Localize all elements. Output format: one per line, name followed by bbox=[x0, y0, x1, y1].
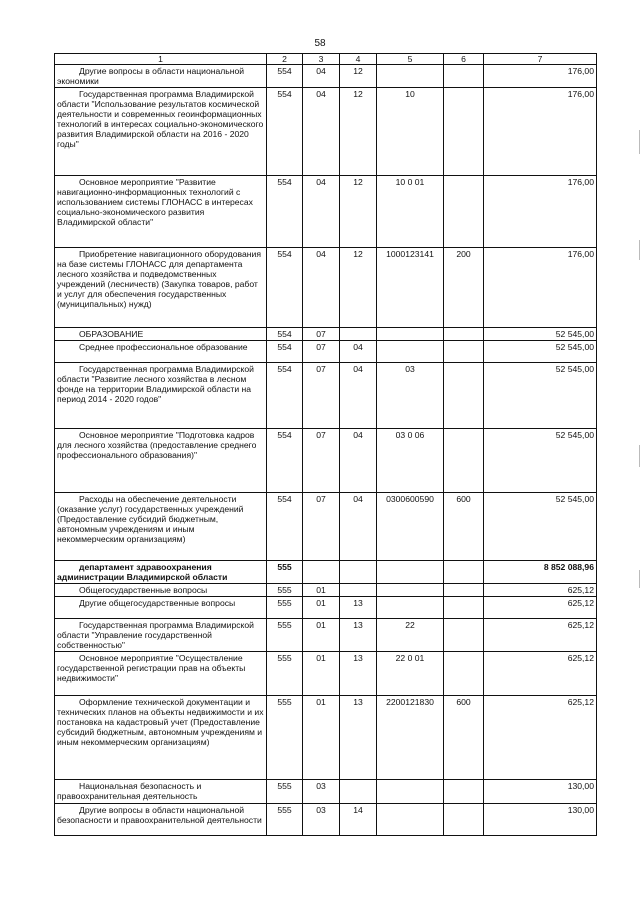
cell-amount: 176,00 bbox=[484, 176, 597, 248]
row-name: Расходы на обеспечение деятельности (оказание услуг) государственных учреждений (Предоставление субсидий бюджетным, автономным учреждениям и иным некоммерческим организациям) bbox=[55, 493, 267, 561]
column-header: 4 bbox=[340, 54, 377, 65]
cell-target-article: 22 bbox=[377, 619, 444, 652]
cell-admin-code: 554 bbox=[267, 493, 303, 561]
row-name: Национальная безопасность и правоохранительная деятельность bbox=[55, 780, 267, 804]
cell-admin-code: 555 bbox=[267, 652, 303, 696]
row-name: Основное мероприятие "Подготовка кадров для лесного хозяйства (предоставление среднего профессионального образования)" bbox=[55, 429, 267, 493]
cell-expense-type: 600 bbox=[444, 696, 484, 780]
cell-amount: 176,00 bbox=[484, 248, 597, 328]
cell-section: 01 bbox=[303, 619, 340, 652]
cell-subsection bbox=[340, 328, 377, 341]
cell-admin-code: 554 bbox=[267, 429, 303, 493]
cell-section: 04 bbox=[303, 176, 340, 248]
cell-expense-type bbox=[444, 176, 484, 248]
cell-section: 07 bbox=[303, 429, 340, 493]
cell-section: 04 bbox=[303, 248, 340, 328]
cell-section: 03 bbox=[303, 804, 340, 836]
cell-admin-code: 554 bbox=[267, 248, 303, 328]
cell-subsection: 12 bbox=[340, 248, 377, 328]
cell-admin-code: 555 bbox=[267, 619, 303, 652]
cell-target-article: 2200121830 bbox=[377, 696, 444, 780]
cell-expense-type bbox=[444, 804, 484, 836]
table-row bbox=[55, 429, 597, 493]
row-name: Основное мероприятие "Осуществление государственной регистрации прав на объекты недвижимости" bbox=[55, 652, 267, 696]
cell-expense-type bbox=[444, 780, 484, 804]
cell-expense-type bbox=[444, 429, 484, 493]
cell-subsection: 04 bbox=[340, 493, 377, 561]
cell-admin-code: 555 bbox=[267, 597, 303, 619]
cell-target-article bbox=[377, 804, 444, 836]
cell-subsection: 12 bbox=[340, 65, 377, 88]
cell-admin-code: 554 bbox=[267, 328, 303, 341]
budget-table bbox=[54, 53, 597, 836]
cell-amount: 52 545,00 bbox=[484, 493, 597, 561]
cell-amount: 625,12 bbox=[484, 652, 597, 696]
row-name: ОБРАЗОВАНИЕ bbox=[55, 328, 267, 341]
cell-admin-code: 554 bbox=[267, 88, 303, 176]
cell-section: 07 bbox=[303, 341, 340, 363]
table-row bbox=[55, 780, 597, 804]
cell-target-article bbox=[377, 561, 444, 584]
cell-expense-type bbox=[444, 619, 484, 652]
cell-expense-type bbox=[444, 341, 484, 363]
cell-amount: 8 852 088,96 bbox=[484, 561, 597, 584]
row-name: Другие вопросы в области национальной безопасности и правоохранительной деятельности bbox=[55, 804, 267, 836]
cell-target-article: 10 bbox=[377, 88, 444, 176]
cell-section: 07 bbox=[303, 328, 340, 341]
cell-section: 04 bbox=[303, 65, 340, 88]
cell-target-article bbox=[377, 341, 444, 363]
cell-expense-type: 600 bbox=[444, 493, 484, 561]
cell-section: 04 bbox=[303, 88, 340, 176]
cell-amount: 176,00 bbox=[484, 88, 597, 176]
cell-expense-type bbox=[444, 363, 484, 429]
cell-admin-code: 555 bbox=[267, 584, 303, 597]
cell-section: 01 bbox=[303, 652, 340, 696]
cell-expense-type bbox=[444, 88, 484, 176]
cell-target-article bbox=[377, 780, 444, 804]
row-name: Среднее профессиональное образование bbox=[55, 341, 267, 363]
cell-section: 01 bbox=[303, 584, 340, 597]
row-name: Государственная программа Владимирской области "Управление государственной собственностью" bbox=[55, 619, 267, 652]
cell-amount: 625,12 bbox=[484, 696, 597, 780]
table-row bbox=[55, 328, 597, 341]
table-row bbox=[55, 804, 597, 836]
table-row bbox=[55, 597, 597, 619]
column-header: 6 bbox=[444, 54, 484, 65]
cell-amount: 625,12 bbox=[484, 619, 597, 652]
table-row bbox=[55, 248, 597, 328]
cell-target-article bbox=[377, 328, 444, 341]
cell-subsection: 13 bbox=[340, 597, 377, 619]
cell-amount: 52 545,00 bbox=[484, 363, 597, 429]
table-row bbox=[55, 176, 597, 248]
cell-target-article: 0300600590 bbox=[377, 493, 444, 561]
cell-target-article: 22 0 01 bbox=[377, 652, 444, 696]
cell-target-article: 10 0 01 bbox=[377, 176, 444, 248]
cell-amount: 625,12 bbox=[484, 584, 597, 597]
column-header: 5 bbox=[377, 54, 444, 65]
row-name: Основное мероприятие "Развитие навигационно-информационных технологий с использованием системы ГЛОНАСС в интересах социально-экономического развития Владимирской области" bbox=[55, 176, 267, 248]
cell-subsection: 14 bbox=[340, 804, 377, 836]
cell-admin-code: 554 bbox=[267, 341, 303, 363]
cell-expense-type bbox=[444, 328, 484, 341]
cell-amount: 52 545,00 bbox=[484, 341, 597, 363]
cell-subsection: 04 bbox=[340, 429, 377, 493]
row-name: Приобретение навигационного оборудования на базе системы ГЛОНАСС для департамента лесного хозяйства и подведомственных учреждений (лесничеств) (Закупка товаров, работ и услуг для обеспечения государственных (муниципальных) нужд) bbox=[55, 248, 267, 328]
cell-section bbox=[303, 561, 340, 584]
cell-admin-code: 555 bbox=[267, 780, 303, 804]
cell-subsection: 04 bbox=[340, 341, 377, 363]
cell-amount: 130,00 bbox=[484, 780, 597, 804]
row-name: Оформление технической документации и технических планов на объекты недвижимости и их постановка на кадастровый учет (Предоставление субсидий бюджетным, автономным учреждениям и иным некоммерческим организациям) bbox=[55, 696, 267, 780]
cell-amount: 52 545,00 bbox=[484, 328, 597, 341]
cell-subsection bbox=[340, 561, 377, 584]
table-row bbox=[55, 561, 597, 584]
cell-subsection: 13 bbox=[340, 619, 377, 652]
cell-subsection: 13 bbox=[340, 696, 377, 780]
table-row bbox=[55, 88, 597, 176]
cell-admin-code: 554 bbox=[267, 176, 303, 248]
cell-subsection: 04 bbox=[340, 363, 377, 429]
cell-expense-type bbox=[444, 65, 484, 88]
column-header: 2 bbox=[267, 54, 303, 65]
cell-expense-type bbox=[444, 652, 484, 696]
cell-admin-code: 555 bbox=[267, 804, 303, 836]
column-header: 1 bbox=[55, 54, 267, 65]
table-header-row bbox=[55, 54, 597, 65]
cell-target-article: 03 bbox=[377, 363, 444, 429]
cell-expense-type bbox=[444, 584, 484, 597]
cell-target-article: 03 0 06 bbox=[377, 429, 444, 493]
table-row bbox=[55, 363, 597, 429]
table-row bbox=[55, 619, 597, 652]
cell-target-article bbox=[377, 597, 444, 619]
table-row bbox=[55, 584, 597, 597]
cell-subsection bbox=[340, 584, 377, 597]
cell-target-article bbox=[377, 584, 444, 597]
cell-section: 07 bbox=[303, 493, 340, 561]
cell-subsection: 12 bbox=[340, 176, 377, 248]
table-row bbox=[55, 696, 597, 780]
cell-expense-type: 200 bbox=[444, 248, 484, 328]
cell-subsection: 12 bbox=[340, 88, 377, 176]
row-name: Другие вопросы в области национальной экономики bbox=[55, 65, 267, 88]
row-name: Другие общегосударственные вопросы bbox=[55, 597, 267, 619]
table-row bbox=[55, 493, 597, 561]
table-row bbox=[55, 341, 597, 363]
row-name: Общегосударственные вопросы bbox=[55, 584, 267, 597]
column-header: 3 bbox=[303, 54, 340, 65]
cell-section: 03 bbox=[303, 780, 340, 804]
column-header: 7 bbox=[484, 54, 597, 65]
cell-amount: 52 545,00 bbox=[484, 429, 597, 493]
cell-expense-type bbox=[444, 561, 484, 584]
row-name: Государственная программа Владимирской области "Развитие лесного хозяйства в лесном фонде на территории Владимирской области на период 2014 - 2020 годов" bbox=[55, 363, 267, 429]
row-name: департамент здравоохранения администрации Владимирской области bbox=[55, 561, 267, 584]
cell-expense-type bbox=[444, 597, 484, 619]
cell-amount: 130,00 bbox=[484, 804, 597, 836]
cell-amount: 176,00 bbox=[484, 65, 597, 88]
cell-target-article bbox=[377, 65, 444, 88]
cell-amount: 625,12 bbox=[484, 597, 597, 619]
cell-admin-code: 554 bbox=[267, 363, 303, 429]
cell-section: 07 bbox=[303, 363, 340, 429]
page-number: 58 bbox=[314, 38, 326, 49]
cell-section: 01 bbox=[303, 696, 340, 780]
cell-subsection bbox=[340, 780, 377, 804]
cell-admin-code: 554 bbox=[267, 65, 303, 88]
cell-section: 01 bbox=[303, 597, 340, 619]
cell-target-article: 1000123141 bbox=[377, 248, 444, 328]
row-name: Государственная программа Владимирской области "Использование результатов космической деятельности и современных геоинформационных технологий в интересах социально-экономического развития Владимирской области на 2016 - 2020 годы" bbox=[55, 88, 267, 176]
table-row bbox=[55, 65, 597, 88]
cell-subsection: 13 bbox=[340, 652, 377, 696]
cell-admin-code: 555 bbox=[267, 696, 303, 780]
table-row bbox=[55, 652, 597, 696]
cell-admin-code: 555 bbox=[267, 561, 303, 584]
